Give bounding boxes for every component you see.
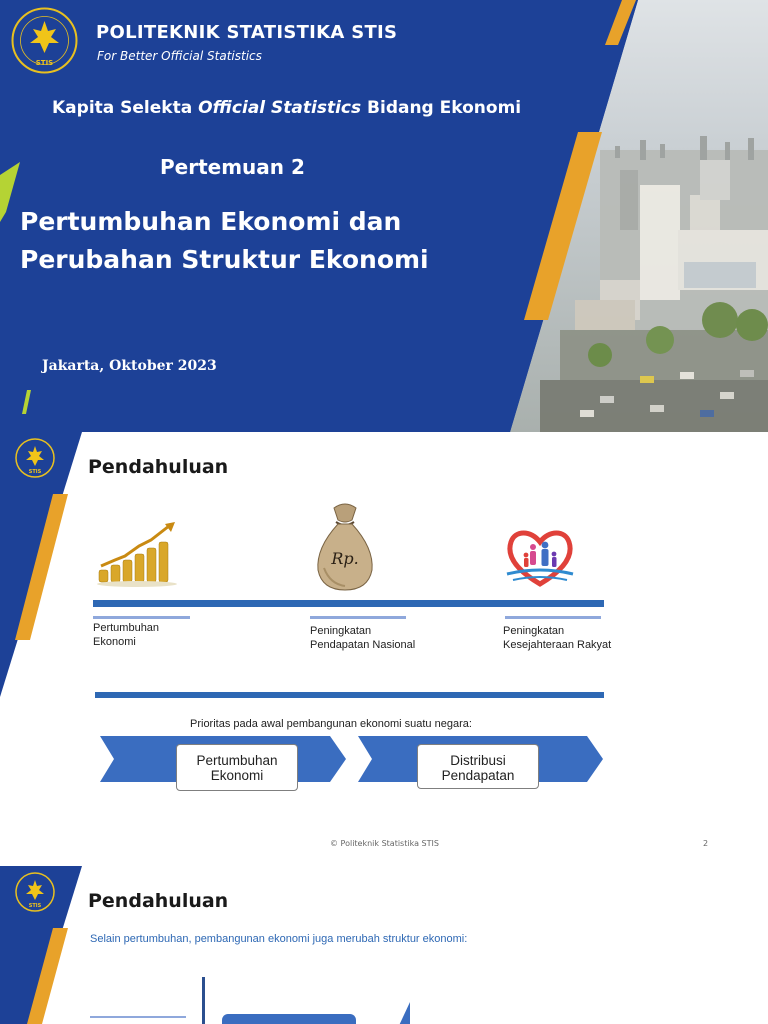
timeline-bar-bottom <box>95 692 604 698</box>
course-title: Kapita Selekta Official Statistics Bidang Ekonomi <box>52 98 522 118</box>
priority-caption: Prioritas pada awal pembangunan ekonomi suatu negara: <box>190 718 472 730</box>
item-label-growth: Pertumbuhan Ekonomi <box>93 622 160 648</box>
stis-logo-small <box>15 872 55 912</box>
item-underline <box>310 616 406 619</box>
item-underline <box>505 616 601 619</box>
meeting-label: Pertemuan 2 <box>160 155 305 179</box>
growth-chart-icon <box>95 520 180 590</box>
svg-text:STIS: STIS <box>28 469 42 475</box>
svg-text:STIS: STIS <box>28 903 42 909</box>
slide-heading: Pendahuluan <box>88 890 229 912</box>
page-number: 2 <box>703 839 709 848</box>
intro-text: Selain pertumbuhan, pembangunan ekonomi juga merubah struktur ekonomi: <box>90 933 468 945</box>
family-heart-icon <box>503 524 578 594</box>
svg-text:Rp.: Rp. <box>331 549 359 568</box>
item-underline <box>93 616 190 619</box>
date-location: Jakarta, Oktober 2023 <box>42 358 217 374</box>
timeline-bar-top <box>93 600 604 607</box>
structure-slide <box>0 866 768 1024</box>
stis-logo-small <box>15 438 55 478</box>
money-bag-icon <box>310 498 380 593</box>
structure-box <box>222 1014 356 1024</box>
slide-heading: Pendahuluan <box>88 456 229 478</box>
lecture-title: Pertumbuhan Ekonomi dan Perubahan Struktur Ekonomi <box>20 207 429 274</box>
institution-name: POLITEKNIK STATISTIKA STIS <box>96 22 398 43</box>
slide-side-decoration <box>0 432 90 864</box>
priority-box-distribution: Distribusi Pendapatan <box>417 744 539 789</box>
item-label-income: Peningkatan Pendapatan Nasional <box>310 625 416 651</box>
item-label-welfare: Peningkatan Kesejahteraan Rakyat <box>503 625 612 651</box>
title-slide <box>0 0 768 432</box>
intro-slide <box>0 432 768 864</box>
item-underline <box>90 1016 186 1018</box>
stis-logo <box>11 7 78 74</box>
svg-text:STIS: STIS <box>35 59 54 67</box>
institution-tagline: For Better Official Statistics <box>97 49 262 63</box>
priority-box-growth: Pertumbuhan Ekonomi <box>176 744 298 791</box>
arrow-shape <box>396 1002 410 1024</box>
divider-line <box>202 977 205 1024</box>
slide-footer: © Politeknik Statistika STIS <box>330 839 439 848</box>
